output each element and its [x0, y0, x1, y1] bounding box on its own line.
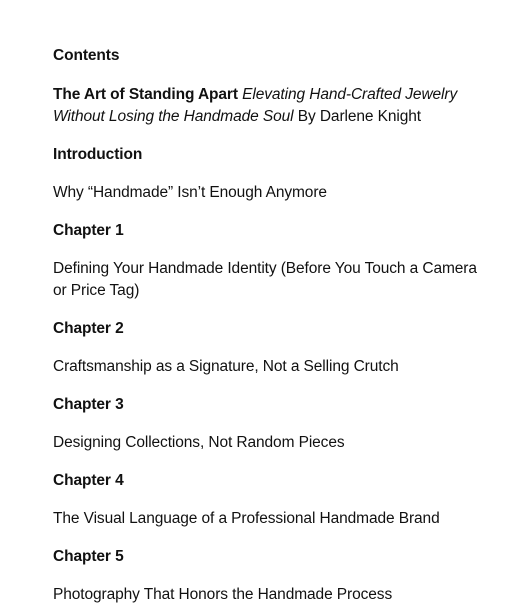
book-title: The Art of Standing Apart [53, 86, 238, 103]
toc-title-chapter-5: Photography That Honors the Handmade Process [53, 586, 393, 603]
toc-title-chapter-3: Designing Collections, Not Random Pieces [53, 434, 345, 451]
book-title-block [53, 84, 490, 128]
toc-heading-chapter-3: Chapter 3 [53, 396, 124, 413]
book-byline: By Darlene Knight [297, 108, 421, 125]
toc-title-introduction: Why “Handmade” Isn’t Enough Anymore [53, 184, 327, 201]
toc-heading-chapter-2: Chapter 2 [53, 320, 124, 337]
toc-title-chapter-4: The Visual Language of a Professional Handmade Brand [53, 510, 440, 527]
toc-heading-chapter-4: Chapter 4 [53, 472, 124, 489]
toc-heading-chapter-5: Chapter 5 [53, 548, 124, 565]
contents-heading: Contents [53, 47, 120, 64]
toc-title-chapter-2: Craftsmanship as a Signature, Not a Selling Crutch [53, 358, 399, 375]
toc-heading-chapter-1: Chapter 1 [53, 222, 124, 239]
toc-heading-introduction: Introduction [53, 146, 143, 163]
book-subtitle: Elevating Hand-Crafted Jewelry Without Losing the Handmade Soul [53, 86, 458, 125]
toc-title-chapter-1: Defining Your Handmade Identity (Before You Touch a Camera or Price Tag) [53, 260, 477, 299]
